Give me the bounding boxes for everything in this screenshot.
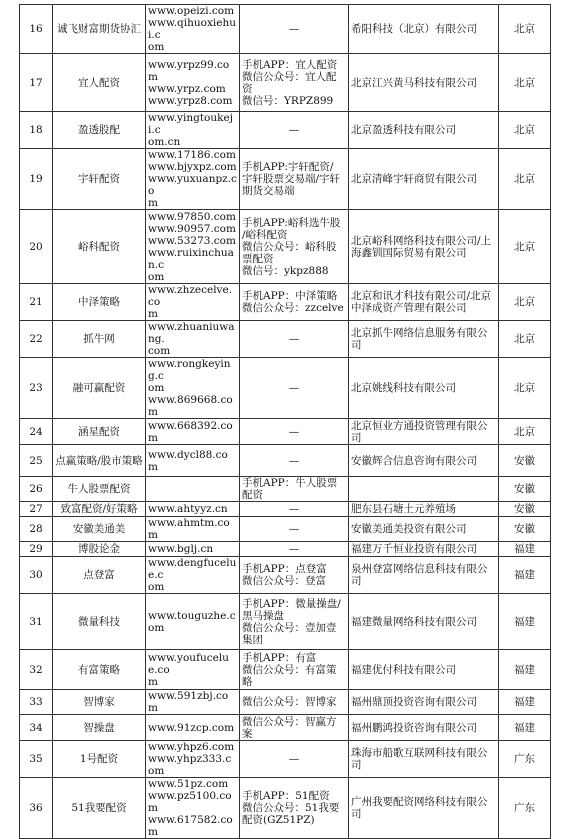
platform-name: 智操盘: [53, 715, 146, 741]
row-number: 27: [20, 502, 53, 517]
region: 福建: [499, 594, 551, 650]
app-line: 微信公众号：登富: [242, 575, 326, 587]
platform-websites: [146, 690, 240, 715]
website-line: www.youfucelue.co: [148, 651, 229, 676]
app-line: 微信号：YRPZ899: [242, 94, 334, 107]
website-line: www.17186.com: [148, 149, 236, 161]
platform-websites: [146, 741, 240, 778]
operating-company: [349, 477, 499, 502]
platform-name: 致富配资/好策略: [53, 502, 146, 517]
row-number: 16: [20, 5, 53, 54]
app-line: 手机APP：51配资: [242, 790, 330, 802]
row-number: 35: [20, 741, 53, 778]
platform-name: 峪科配资: [53, 210, 146, 284]
operating-company: 北京抓牛网络信息服务有限公司: [349, 321, 499, 358]
platform-websites: [146, 502, 240, 517]
platform-name: 抓牛网: [53, 321, 146, 358]
operating-company: 广州我要配资网络科技有限公司: [349, 778, 499, 839]
row-number: 17: [20, 54, 53, 112]
operating-company: 珠海市船歌互联网科技有限公司: [349, 741, 499, 778]
website-line: m: [148, 675, 158, 688]
platform-app-wechat: [240, 557, 349, 594]
website-line: www.zhuaniuwang.: [148, 321, 235, 345]
row-number: 33: [20, 690, 53, 715]
platform-name: 点赢策略/股市策略: [53, 445, 146, 477]
table-row: [20, 321, 551, 358]
operating-company: 北京和讯才科技有限公司/北京中泽成资产管理有限公司: [349, 284, 499, 321]
platform-websites: [146, 715, 240, 741]
table-row: [20, 502, 551, 517]
region: 福建: [499, 650, 551, 690]
platform-name: 宇轩配资: [53, 149, 146, 210]
region: 北京: [499, 112, 551, 149]
website-line: www.pz5100.com: [148, 790, 232, 814]
table-row: [20, 715, 551, 741]
app-line: 案: [242, 727, 253, 740]
website-line: www.617582.com: [148, 814, 233, 838]
website-line: www.yingtoukeji.c: [148, 112, 233, 136]
website-line: m: [148, 197, 158, 209]
region: 安徽: [499, 445, 551, 477]
platform-app-wechat: [240, 778, 349, 839]
website-line: www.ruixinchuan.c: [148, 246, 234, 271]
website-line: www.yhpz6.com: [148, 741, 235, 753]
operating-company: 安徽美通美投资有限公司: [349, 517, 499, 542]
table-row: [20, 54, 551, 112]
platform-app-wechat: [240, 210, 349, 284]
empty-dash: —: [288, 753, 300, 765]
table-row: [20, 419, 551, 445]
website-line: com: [148, 345, 171, 357]
platform-websites: [146, 5, 240, 54]
region: 北京: [499, 210, 551, 284]
website-line: www.bjyxpz.com: [148, 161, 237, 173]
app-line: 微信公众号：zzcelve: [242, 302, 344, 314]
app-line: 手机APP:峪科选牛股: [242, 216, 341, 229]
platform-app-wechat: [240, 594, 349, 650]
app-line: 手机APP：牛人股票: [242, 477, 338, 489]
row-number: 19: [20, 149, 53, 210]
website-line: www.yrpz.com: [148, 82, 226, 95]
row-number: 23: [20, 358, 53, 419]
table-row: [20, 112, 551, 149]
table-row: [20, 477, 551, 502]
region: 北京: [499, 321, 551, 358]
operating-company: 福州鹏鸿投资咨询有限公司: [349, 715, 499, 741]
table-row: [20, 210, 551, 284]
row-number: 22: [20, 321, 53, 358]
region: 安徽: [499, 517, 551, 542]
empty-dash: —: [288, 523, 300, 535]
platform-name: 诚飞财富期货协汇: [53, 5, 146, 54]
website-line: www.97850.com: [148, 210, 236, 223]
website-line: www.bglj.cn: [148, 543, 214, 555]
operating-company: 北京恒业方通投资管理有限公司: [349, 419, 499, 445]
platform-app-wechat: [240, 477, 349, 502]
platform-app-wechat: [240, 5, 349, 54]
app-line: 手机APP：中泽策略: [242, 290, 338, 302]
app-line: 集团: [242, 633, 263, 646]
empty-dash: —: [288, 425, 300, 438]
empty-dash: —: [288, 503, 300, 515]
platform-websites: [146, 557, 240, 594]
operating-company: 北京姚线科技有限公司: [349, 358, 499, 419]
table-row: [20, 5, 551, 54]
region: 北京: [499, 358, 551, 419]
website-line: m: [148, 308, 158, 320]
row-number: 28: [20, 517, 53, 542]
row-number: 32: [20, 650, 53, 690]
empty-dash: —: [288, 543, 300, 555]
row-number: 20: [20, 210, 53, 284]
platform-name: 有富策略: [53, 650, 146, 690]
operating-company: 肥东县石塘土元养殖场: [349, 502, 499, 517]
app-line: 微信公众号：有富策: [242, 663, 337, 676]
region: 福建: [499, 690, 551, 715]
platform-name: 中泽策略: [53, 284, 146, 321]
app-line: 配资: [242, 489, 263, 501]
website-line: om: [148, 270, 165, 283]
app-line: 微信公众号：宜人配资: [242, 70, 337, 95]
website-line: om: [148, 41, 165, 53]
app-line: 手机APP：微量操盘/: [242, 597, 341, 610]
website-line: www.qihuoxiehui.c: [148, 17, 236, 41]
row-number: 26: [20, 477, 53, 502]
platform-websites: [146, 112, 240, 149]
operating-company: 北京盈透科技有限公司: [349, 112, 499, 149]
platform-app-wechat: [240, 517, 349, 542]
app-line: 微信公众号：智赢方: [242, 715, 337, 728]
website-line: www.668392.com: [148, 419, 233, 444]
table-body: [20, 5, 551, 839]
platform-websites: [146, 210, 240, 284]
platform-name: 融可赢配资: [53, 358, 146, 419]
website-line: om: [148, 581, 165, 593]
app-line: 微信公众号：51我要: [242, 802, 340, 814]
table-row: [20, 650, 551, 690]
app-line: 票配资: [242, 252, 274, 265]
table-row: [20, 149, 551, 210]
website-line: www.yuxuanpz.co: [148, 173, 237, 197]
website-line: www.90957.com: [148, 222, 236, 235]
empty-dash: —: [288, 382, 300, 394]
app-line: 略: [242, 675, 253, 688]
region: 北京: [499, 5, 551, 54]
platform-app-wechat: [240, 54, 349, 112]
platform-websites: [146, 477, 240, 502]
table-row: [20, 445, 551, 477]
platform-table: [19, 4, 551, 839]
platform-websites: [146, 321, 240, 358]
platform-app-wechat: [240, 149, 349, 210]
website-line: www.dengfucelue.c: [148, 557, 237, 581]
platform-websites: [146, 594, 240, 650]
region: 福建: [499, 557, 551, 594]
platform-websites: [146, 54, 240, 112]
platform-name: 微量科技: [53, 594, 146, 650]
empty-dash: —: [288, 124, 300, 136]
platform-name: 1号配资: [53, 741, 146, 778]
app-line: 手机APP：有富: [242, 651, 317, 664]
platform-websites: [146, 778, 240, 839]
app-line: 微信公众号：智博家: [242, 696, 337, 708]
row-number: 29: [20, 542, 53, 557]
platform-app-wechat: [240, 650, 349, 690]
platform-app-wechat: [240, 741, 349, 778]
row-number: 36: [20, 778, 53, 839]
website-line: www.91zcp.com: [148, 721, 235, 734]
app-line: 微信号：ykpz888: [242, 264, 329, 277]
table-row: [20, 778, 551, 839]
platform-name: 安徽美通美: [53, 517, 146, 542]
platform-app-wechat: [240, 715, 349, 741]
row-number: 18: [20, 112, 53, 149]
app-line: 微信公众号：峪科股: [242, 240, 337, 253]
platform-app-wechat: [240, 112, 349, 149]
website-line: www.rongkeying.c: [148, 358, 231, 382]
row-number: 30: [20, 557, 53, 594]
region: 广东: [499, 741, 551, 778]
region: 北京: [499, 149, 551, 210]
app-line: /峪科配资: [242, 228, 288, 241]
empty-dash: —: [288, 333, 300, 345]
table-row: [20, 594, 551, 650]
website-line: www.ahmtm.com: [148, 517, 230, 541]
platform-name: 宜人配资: [53, 54, 146, 112]
platform-app-wechat: [240, 445, 349, 477]
operating-company: 北京清峰宇轩商贸有限公司: [349, 149, 499, 210]
table-row: [20, 690, 551, 715]
row-number: 34: [20, 715, 53, 741]
platform-app-wechat: [240, 690, 349, 715]
app-line: 期货交易端: [242, 185, 295, 197]
table-row: [20, 542, 551, 557]
operating-company: 希阳科技（北京）有限公司: [349, 5, 499, 54]
app-line: 微信公众号：壹加壹: [242, 621, 337, 634]
website-line: www.opeizi.com: [148, 5, 235, 17]
region: 安徽: [499, 477, 551, 502]
region: 北京: [499, 284, 551, 321]
platform-websites: [146, 517, 240, 542]
website-line: www.yrpz99.com: [148, 58, 230, 83]
region: 福建: [499, 715, 551, 741]
platform-name: 牛人股票配资: [53, 477, 146, 502]
website-line: www.zhzecelve.co: [148, 284, 233, 308]
app-line: 黑马操盘: [242, 609, 284, 622]
table-row: [20, 741, 551, 778]
region: 北京: [499, 54, 551, 112]
platform-name: 智博家: [53, 690, 146, 715]
table-row: [20, 358, 551, 419]
platform-websites: [146, 419, 240, 445]
empty-dash: —: [288, 454, 300, 467]
empty-dash: —: [288, 23, 300, 35]
region: 福建: [499, 542, 551, 557]
website-line: www.591zbj.com: [148, 690, 229, 714]
platform-websites: [146, 358, 240, 419]
region: 北京: [499, 419, 551, 445]
row-number: 31: [20, 594, 53, 650]
row-number: 24: [20, 419, 53, 445]
operating-company: 福建微量网络科技有限公司: [349, 594, 499, 650]
operating-company: 安徽辉合信息咨询有限公司: [349, 445, 499, 477]
table-row: [20, 517, 551, 542]
platform-app-wechat: [240, 321, 349, 358]
operating-company: 福建优付科技有限公司: [349, 650, 499, 690]
platform-websites: [146, 445, 240, 477]
website-line: om.cn: [148, 136, 181, 148]
website-line: www.yrpz8.com: [148, 94, 233, 107]
platform-app-wechat: [240, 502, 349, 517]
region: 广东: [499, 778, 551, 839]
platform-app-wechat: [240, 419, 349, 445]
website-line: www.yhpz333.com: [148, 753, 232, 777]
operating-company: 福建万千恒业投资有限公司: [349, 542, 499, 557]
website-line: www.ahtyyz.cn: [148, 503, 228, 515]
platform-name: 涵星配资: [53, 419, 146, 445]
table-row: [20, 557, 551, 594]
platform-name: 51我要配资: [53, 778, 146, 839]
operating-company: 泉州登富网络信息科技有限公司: [349, 557, 499, 594]
operating-company: 北京江兴黄马科技有限公司: [349, 54, 499, 112]
table-row: [20, 284, 551, 321]
row-number: 21: [20, 284, 53, 321]
platform-name: 点登富: [53, 557, 146, 594]
app-line: 手机APP：宜人配资: [242, 58, 338, 71]
operating-company: 福州鼎顶投资咨询有限公司: [349, 690, 499, 715]
platform-websites: [146, 284, 240, 321]
website-line: www.869668.com: [148, 394, 233, 418]
row-number: 25: [20, 445, 53, 477]
platform-websites: [146, 149, 240, 210]
app-line: 宇轩股票交易端/宇轩: [242, 173, 341, 185]
operating-company: 北京峪科网络科技有限公司/上海鑫钏国际贸易有限公司: [349, 210, 499, 284]
table-wrapper: [19, 4, 550, 839]
app-line: 手机APP:宇轩配资/: [242, 161, 334, 173]
app-line: 手机APP：点登富: [242, 563, 327, 575]
website-line: www.53273.com: [148, 234, 236, 247]
app-line: 配资(GZ51PZ): [242, 814, 315, 826]
region: 安徽: [499, 502, 551, 517]
website-line: www.51pz.com: [148, 778, 229, 790]
platform-name: 博股论金: [53, 542, 146, 557]
platform-name: 盈透股配: [53, 112, 146, 149]
platform-websites: [146, 542, 240, 557]
website-line: om: [148, 382, 165, 394]
platform-app-wechat: [240, 284, 349, 321]
platform-app-wechat: [240, 542, 349, 557]
platform-app-wechat: [240, 358, 349, 419]
website-line: www.touguzhe.com: [148, 609, 236, 634]
platform-websites: [146, 650, 240, 690]
website-line: www.dycl88.com: [148, 448, 228, 473]
